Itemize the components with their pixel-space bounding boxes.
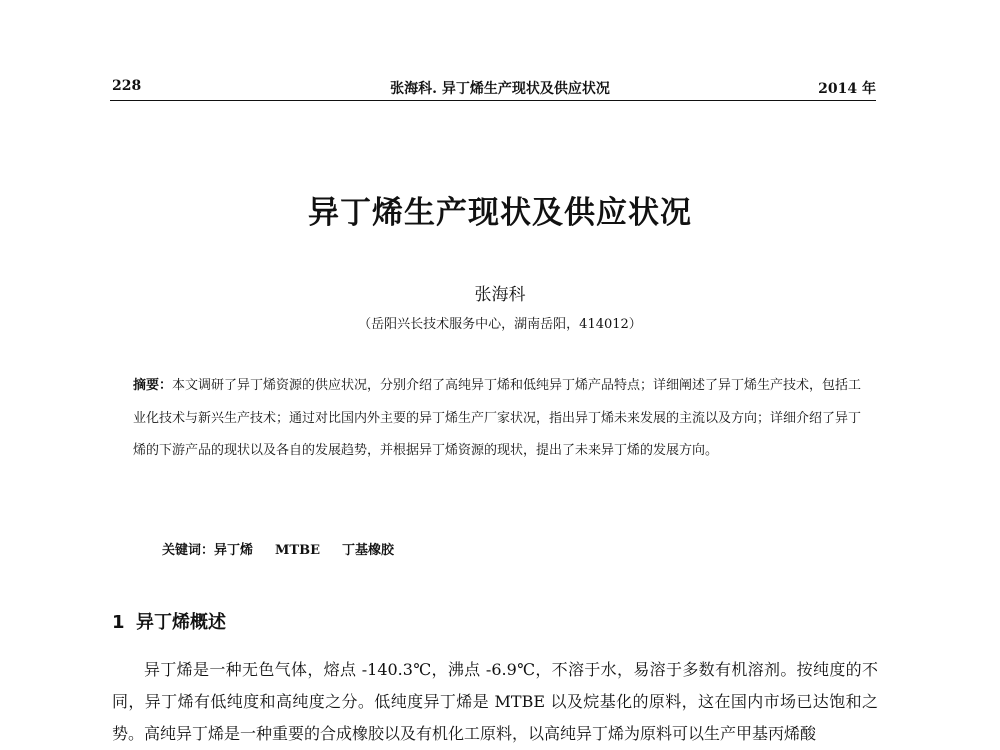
keyword-item: 丁基橡胶 <box>342 543 395 558</box>
author-affiliation: （岳阳兴长技术服务中心，湖南岳阳，414012） <box>358 317 642 332</box>
running-title: 张海科. 异丁烯生产现状及供应状况 <box>390 81 610 97</box>
keywords <box>162 539 416 558</box>
keyword-item: 异丁烯 <box>214 543 254 558</box>
abstract <box>133 370 871 468</box>
abstract-text: 本文调研了异丁烯资源的供应状况，分别介绍了高纯异丁烯和低纯异丁烯产品特点；详细阐述了异丁烯生产技术，包括工业化技术与新兴生产技术；通过对比国内外主要的异丁烯生产厂家状况，指出异丁烯未来发展的主流以及方向；详细介绍了异丁烯的下游产品的现状以及各自的发展趋势，并根据异丁烯资源的现状，提出了未来异丁烯的发展方向。 <box>133 378 862 458</box>
header-rule <box>110 100 876 101</box>
section-number: 1 <box>112 612 125 633</box>
section-heading <box>112 608 226 634</box>
abstract-label: 摘要： <box>133 378 173 393</box>
article-title: 异丁烯生产现状及供应状况 <box>308 195 692 231</box>
keyword-item: MTBE <box>275 543 320 558</box>
keywords-label: 关键词： <box>162 543 215 558</box>
section-title: 异丁烯概述 <box>136 612 226 633</box>
header-year: 2014 年 <box>818 81 876 97</box>
body-paragraph: 异丁烯是一种无色气体，熔点 -140.3℃，沸点 -6.9℃，不溶于水，易溶于多数有机溶剂。按纯度的不同，异丁烯有低纯度和高纯度之分。低纯度异丁烯是 MTBE 以及烷基化的原料，这在国内市场已达饱和之势。高纯异丁烯是一种重要的合成橡胶以及有机化工原料，以高纯异丁烯为原料可以生产甲基丙烯酸 <box>112 660 878 743</box>
author-name: 张海科 <box>474 285 526 305</box>
page-number: 228 <box>112 78 142 94</box>
